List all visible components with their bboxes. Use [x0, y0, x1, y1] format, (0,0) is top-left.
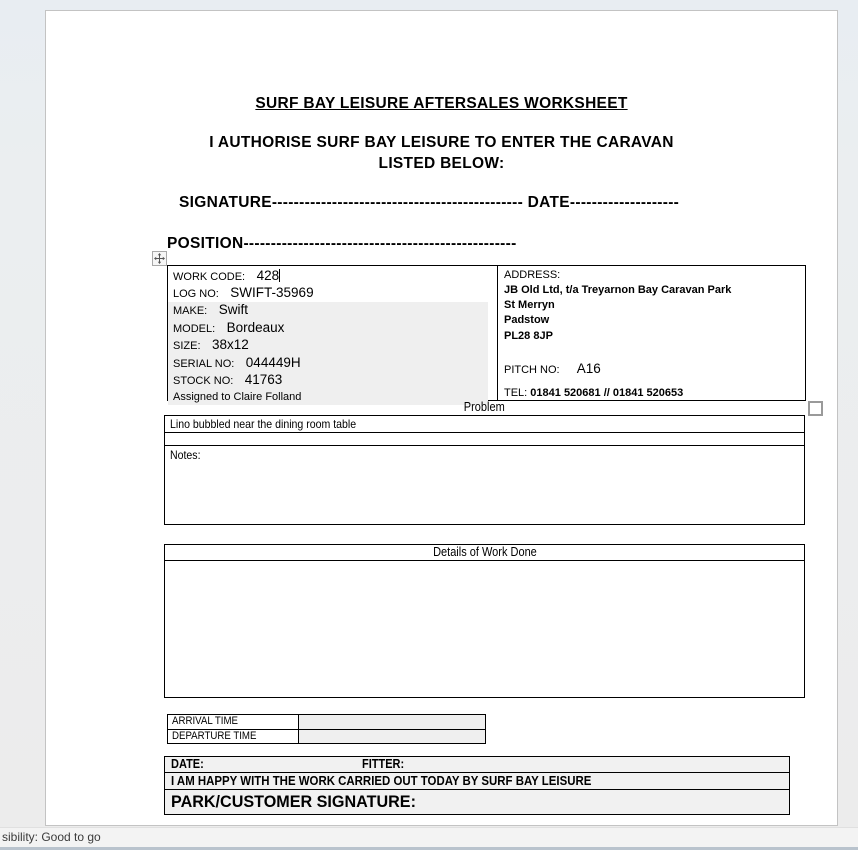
document-page[interactable] [45, 10, 838, 826]
model-value[interactable]: Bordeaux [226, 319, 285, 335]
table-resize-handle[interactable] [808, 401, 823, 416]
problem-text-row[interactable] [165, 416, 804, 433]
fitter-label: FITTER: [362, 757, 405, 771]
make-row[interactable] [168, 302, 488, 320]
make-value[interactable]: Swift [218, 302, 248, 317]
signoff-table [164, 756, 790, 815]
page-title: SURF BAY LEISURE AFTERSALES WORKSHEET [255, 95, 628, 112]
tel-row [504, 387, 683, 399]
size-label: SIZE: [173, 340, 201, 352]
stock-no-value[interactable]: 41763 [244, 372, 283, 387]
customer-signature-label: PARK/CUSTOMER SIGNATURE: [171, 792, 416, 811]
problem-empty-row[interactable] [165, 433, 804, 446]
log-no-label: LOG NO: [173, 288, 219, 300]
assigned-note: Assigned to Claire Folland [173, 390, 302, 403]
problem-header: Problem [464, 400, 505, 414]
vehicle-shaded-block [168, 302, 488, 405]
happy-statement-row[interactable] [165, 773, 789, 790]
address-line-1: JB Old Ltd, t/a Treyarnon Bay Caravan Park [504, 284, 732, 296]
vehicle-address-table [167, 265, 806, 401]
work-done-entry-area[interactable] [165, 561, 804, 697]
problem-table [164, 415, 805, 525]
text-cursor [279, 269, 280, 282]
work-code-row[interactable] [168, 268, 497, 285]
date-label: DATE: [171, 757, 204, 771]
model-row[interactable] [168, 320, 488, 338]
stock-no-label: STOCK NO: [173, 375, 234, 387]
times-table [167, 714, 486, 744]
pitch-no-row[interactable] [504, 361, 805, 376]
pitch-no-label: PITCH NO: [504, 363, 560, 376]
make-label: MAKE: [173, 305, 208, 317]
signature-date-line: SIGNATURE---------------------------------------------- DATE-------------------- [179, 194, 680, 211]
status-bar [0, 827, 858, 847]
address-cell[interactable] [498, 266, 805, 400]
work-code-value[interactable]: 428 [256, 268, 280, 283]
happy-statement: I AM HAPPY WITH THE WORK CARRIED OUT TODAY BY SURF BAY LEISURE [171, 773, 592, 788]
log-no-row[interactable] [168, 285, 497, 302]
tel-value: 01841 520681 // 01841 520653 [530, 387, 684, 399]
model-label: MODEL: [173, 322, 216, 335]
notes-box[interactable] [165, 446, 804, 524]
customer-signature-row[interactable] [165, 790, 789, 814]
accessibility-status[interactable]: sibility: Good to go [2, 830, 101, 844]
date-fitter-row[interactable] [165, 757, 789, 773]
stock-no-row[interactable] [168, 372, 488, 390]
serial-no-value[interactable]: 044449H [245, 354, 301, 370]
serial-no-row[interactable] [168, 355, 488, 373]
address-label: ADDRESS: [504, 269, 561, 281]
work-done-header: Details of Work Done [165, 545, 804, 561]
arrival-time-value[interactable] [299, 715, 485, 729]
departure-time-row [168, 729, 485, 743]
tel-label: TEL: [504, 387, 528, 399]
size-row[interactable] [168, 337, 488, 355]
size-value[interactable]: 38x12 [211, 337, 249, 352]
notes-label: Notes: [170, 448, 201, 462]
address-line-2: St Merryn [504, 299, 555, 312]
serial-no-label: SERIAL NO: [173, 357, 235, 370]
move-cross-icon [154, 253, 165, 264]
table-move-handle-icon[interactable] [152, 251, 167, 266]
vehicle-details-cell[interactable] [168, 266, 498, 403]
pitch-no-value[interactable]: A16 [576, 360, 601, 376]
position-line: POSITION-------------------------------------------------- [167, 235, 517, 252]
departure-time-value[interactable] [299, 730, 485, 743]
address-line-4: PL28 8JP [504, 329, 553, 342]
arrival-time-label: ARRIVAL TIME [168, 715, 299, 729]
log-no-value[interactable]: SWIFT-35969 [230, 285, 314, 300]
address-line-3: Padstow [504, 314, 550, 327]
problem-text: Lino bubbled near the dining room table [170, 417, 357, 431]
arrival-time-row [168, 715, 485, 729]
work-code-label: WORK CODE: [173, 271, 246, 283]
authorise-statement: I AUTHORISE SURF BAY LEISURE TO ENTER THE CARAVAN LISTED BELOW: [209, 134, 674, 172]
departure-time-label: DEPARTURE TIME [168, 730, 299, 743]
work-done-table [164, 544, 805, 698]
